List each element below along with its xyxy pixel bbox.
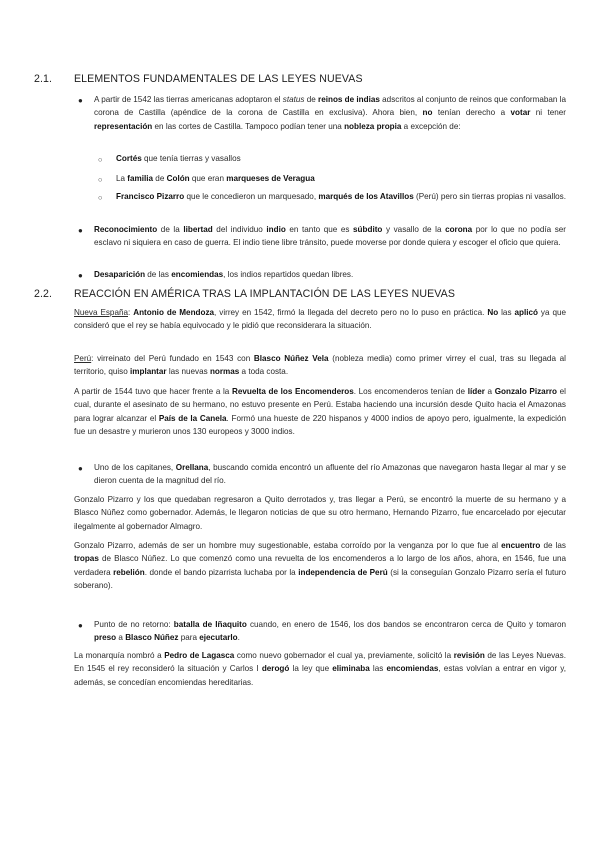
bullet-icon: ● [78,96,83,105]
bullet-icon: ● [78,271,83,280]
circle-bullet-icon: ○ [98,193,103,202]
paragraph-libertad-indio: Reconocimiento de la libertad del individuo indio en tanto que es súbdito y vasallo de la corona por lo que no podía ser esclavo ni siquiera en caso de guerra. El indio tiene libre tránsito, puede moverse por donde quiera y escoger el oficio que quiera. [94,225,566,248]
paragraph-revuelta-encomenderos: A partir de 1544 tuvo que hacer frente a la Revuelta de los Encomenderos. Los encomenderos tenían de líder a Gonzalo Pizarro el cual, durante el asesinato de su hermano, no estuvo presente en Perú. Estaba haciendo una incursión desde Quito hacia el Amazonas para lograr alcanzar el País de la Canela. Formó una hueste de 220 hispanos y 4000 indios de apoyo pero, igualmente, la expedición fue un desastre y murieron unos 130 europeos y 3000 indios. [74,387,566,437]
paragraph-pedro-de-lagasca: La monarquía nombró a Pedro de Lagasca como nuevo gobernador el cual ya, previamente, solicitó la revisión de las Leyes Nuevas. En 1545 el rey reconsideró la situación y Carlos I derogó la ley que eliminaba las encomiendas, estas volvían a entrar en vigor y, además, se concedían encomiendas hereditarias. [74,651,567,687]
bullet-icon: ● [78,464,83,473]
bullet-icon: ● [78,226,83,235]
bullet-icon: ● [78,621,83,630]
section-heading-2-1 [34,73,363,85]
list-item-colon: La familia de Colón que eran marqueses de Veragua [116,174,315,183]
paragraph-encomiendas: Desaparición de las encomiendas, los indios repartidos quedan libres. [94,270,354,279]
section-title: REACCIÓN EN AMÉRICA TRAS LA IMPLANTACIÓN DE LAS LEYES NUEVAS [74,288,456,300]
section-number: 2.2. [34,288,53,300]
paragraph-batalla-inaquito: Punto de no retorno: batalla de Iñaquito cuando, en enero de 1546, los dos bandos se encontraron cerca de Quito y tomaron preso a Blasco Núñez para ejecutarlo. [94,620,567,643]
circle-bullet-icon: ○ [98,175,103,184]
section-number: 2.1. [34,73,53,85]
paragraph-nueva-espana: Nueva España: Antonio de Mendoza, virrey en 1542, firmó la llegada del decreto pero no lo puso en práctica. No las aplicó ya que consideró que el rey se había equivocado y le pidió que reconsiderara la situación. [74,308,566,331]
paragraph-rebelion: Gonzalo Pizarro, además de ser un hombre muy sugestionable, estaba corroído por la venganza por lo que fue al encuentro de las tropas de Blasco Núñez. Lo que comenzó como una revuelta de los encomenderos a lo largo de los años, ahora, en 1546, fue una verdadera rebelión. donde el bando pizarrista luchaba por la independencia de Perú (si la conseguían Gonzalo Pizarro sería el futuro soberano). [74,541,567,591]
circle-bullet-icon: ○ [98,155,103,164]
list-item-pizarro: Francisco Pizarro que le concedieron un marquesado, marqués de los Atavillos (Perú) pero sin tierras propias ni vasallos. [116,192,566,201]
paragraph-reinos-de-indias: A partir de 1542 las tierras americanas adoptaron el status de reinos de indias adscritos al conjunto de reinos que conformaban la corona de Castilla (apéndice de la corona de Castilla en exclusiva). Ahora bien, no tenían derecho a votar ni tener representación en las cortes de Castilla. Tampoco podían tener una nobleza propia a excepción de: [94,95,567,131]
list-item-cortes: Cortés que tenía tierras y vasallos [116,154,241,163]
paragraph-peru: Perú: virreinato del Perú fundado en 1543 con Blasco Núñez Vela (nobleza media) como primer virrey el cual, tras su llegada al territorio, quiso implantar las nuevas normas a toda costa. [74,354,566,377]
section-heading-2-2 [34,288,455,300]
section-title: ELEMENTOS FUNDAMENTALES DE LAS LEYES NUEVAS [74,73,363,85]
paragraph-regreso-quito: Gonzalo Pizarro y los que quedaban regresaron a Quito derrotados y, tras llegar a Perú, se encontró la muerte de su hermano y a Blasco Núñez como gobernador. Además, le llegaron noticias de que su otro hermano, Hernando Pizarro, fue encarcelado por ejecutar ilegalmente al gobernador Almagro. [74,495,566,531]
paragraph-orellana: Uno de los capitanes, Orellana, buscando comida encontró un afluente del río Amazonas que navegaron hasta llegar al mar y se dieron cuenta de la magnitud del río. [94,463,566,486]
